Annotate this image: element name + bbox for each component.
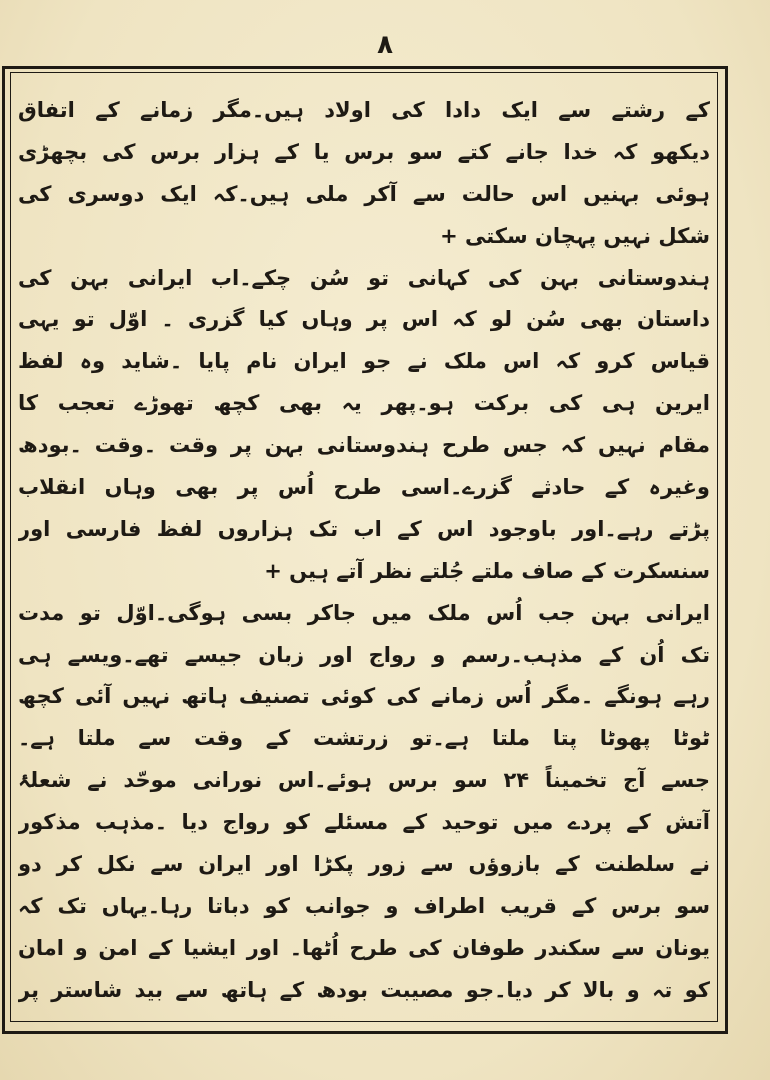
text-line: ایرین ہی کی برکت ہو۔پھر یہ بھی کچھ تھوڑے تعجب کا	[18, 391, 710, 416]
page-number: ۸	[377, 30, 393, 60]
text-line: نے سلطنت کے بازوؤں سے زور پکڑا اور ایران سے نکل کر دو	[18, 852, 710, 877]
text-line: پڑتے رہے۔اور باوجود اس کے اب تک ہزاروں لفظ فارسی اور	[18, 516, 710, 541]
text-line: داستان بھی سُن لو کہ اس پر وہاں کیا گزری ۔ اوّل تو یہی	[18, 307, 710, 332]
urdu-text-body	[18, 90, 710, 1016]
text-line: رہے ہونگے ۔مگر اُس زمانے کی کوئی تصنیف ہاتھ نہیں آئی کچھ	[18, 684, 710, 709]
text-line: تک اُن کے مذہب۔رسم و رواج اور زبان جیسے تھے۔ویسے ہی	[18, 642, 710, 667]
text-line: وغیرہ کے حادثے گزرے۔اسی طرح اُس پر بھی وہاں انقلاب	[18, 475, 710, 500]
text-line: قیاس کرو کہ اس ملک نے جو ایران نام پایا ۔شاید وہ لفظ	[18, 349, 710, 374]
text-line: آتش کے پردے میں توحید کے مسئلے کو رواج دیا ۔مذہب مذکور	[18, 810, 710, 835]
text-line: کو تہ و بالا کر دیا۔جو مصیبت بودھ کے ہاتھ سے بید شاستر پر	[18, 977, 710, 1002]
text-line: دیکھو کہ خدا جانے کتے سو برس یا کے ہزار برس کی بچھڑی	[18, 139, 710, 164]
text-line: ہوئی بہنیں اس حالت سے آکر ملی ہیں۔کہ ایک دوسری کی	[18, 181, 710, 206]
text-line: شکل نہیں پہچان سکتی +	[440, 223, 710, 248]
text-line: کے رشتے سے ایک دادا کی اولاد ہیں۔مگر زمانے کے اتفاق	[18, 98, 710, 122]
text-line: مقام نہیں کہ جس طرح ہندوستانی بہن پر وقت ۔وقت ۔بودھ	[18, 433, 710, 458]
text-line: ایرانی بہن جب اُس ملک میں جاکر بسی ہوگی۔اوّل تو مدت	[18, 600, 710, 625]
text-line: ٹوٹا پھوٹا پتا ملتا ہے۔تو زرتشت کے وقت سے ملتا ہے۔	[18, 726, 710, 751]
text-line: سنسکرت کے صاف ملتے جُلتے نظر آتے ہیں +	[264, 558, 710, 583]
text-line: یونان سے سکندر طوفان کی طرح اُٹھا۔ اور ایشیا کے امن و امان	[18, 935, 710, 960]
text-line: ہندوستانی بہن کی کہانی تو سُن چکے۔اب ایرانی بہن کی	[18, 265, 710, 290]
text-line: جسے آج تخمیناً ۲۴ سو برس ہوئے۔اس نورانی موحّد نے شعلۂ	[18, 768, 710, 793]
text-line: سو برس کے قریب اطراف و جوانب کو دباتا رہا۔یہاں تک کہ	[18, 893, 710, 918]
